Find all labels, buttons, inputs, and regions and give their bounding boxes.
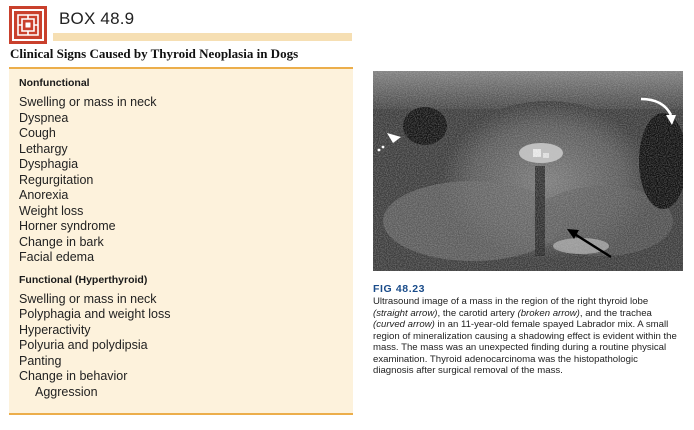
sign-list-item: Regurgitation <box>19 172 94 187</box>
sign-list-item: Anorexia <box>19 188 69 202</box>
caption-italic-text: (broken arrow) <box>517 307 580 319</box>
box-panel <box>9 67 353 415</box>
sign-list-item: Polyuria and polydipsia <box>19 338 148 352</box>
box-number-label: BOX 48.9 <box>59 9 135 28</box>
caption-text: , and the trachea <box>579 307 652 319</box>
sign-list-item: Polyphagia and weight loss <box>19 307 171 321</box>
sign-list-item: Horner syndrome <box>19 219 116 233</box>
figure-caption <box>373 296 677 377</box>
sign-list-item: Weight loss <box>19 203 84 218</box>
section-title-functional: Functional (Hyperthyroid) <box>19 273 148 286</box>
sign-list-functional <box>19 292 343 401</box>
caption-text: Ultrasound image of a mass in the region of the right thyroid lobe <box>373 296 649 307</box>
sign-list-item: Facial edema <box>19 250 95 264</box>
figure-label: FIG 48.23 <box>373 283 426 295</box>
section-title-nonfunctional: Nonfunctional <box>19 77 90 89</box>
sign-list-item: Change in behavior <box>19 369 128 383</box>
ultrasound-image <box>373 71 683 271</box>
sign-list-nonfunctional <box>19 95 343 266</box>
sign-list-item: Dyspnea <box>19 110 69 125</box>
caption-italic-text: (curved arrow) <box>373 319 435 330</box>
sign-list-item: Change in bark <box>19 234 104 249</box>
box-heading: Clinical Signs Caused by Thyroid Neoplasia in Dogs <box>10 46 299 61</box>
caption-italic-text: (straight arrow) <box>373 307 438 319</box>
sign-list-item: Dysphagia <box>19 157 79 171</box>
sign-list-item: Cough <box>19 126 56 140</box>
box-title-rule <box>53 33 352 41</box>
sign-list-item: Aggression <box>35 384 98 399</box>
caption-text: in an 11-year-old female spayed Labrador mix. A small region of mineralization causing a shadowing effect is evident within the mass. The mass was an unexpected finding during a routine physical examination. Thyroid adenocarcinoma was the histopathologic diagnosis after surgical removal of the mass. <box>373 319 677 376</box>
sign-list-item: Lethargy <box>19 141 68 156</box>
sign-list-item: Hyperactivity <box>19 322 91 337</box>
sign-list-item: Swelling or mass in neck <box>19 291 157 306</box>
sign-list-item: Panting <box>19 353 62 368</box>
caption-text: , the carotid artery <box>437 307 518 319</box>
box-logo-icon <box>9 6 47 44</box>
sign-list-item: Swelling or mass in neck <box>19 95 157 109</box>
